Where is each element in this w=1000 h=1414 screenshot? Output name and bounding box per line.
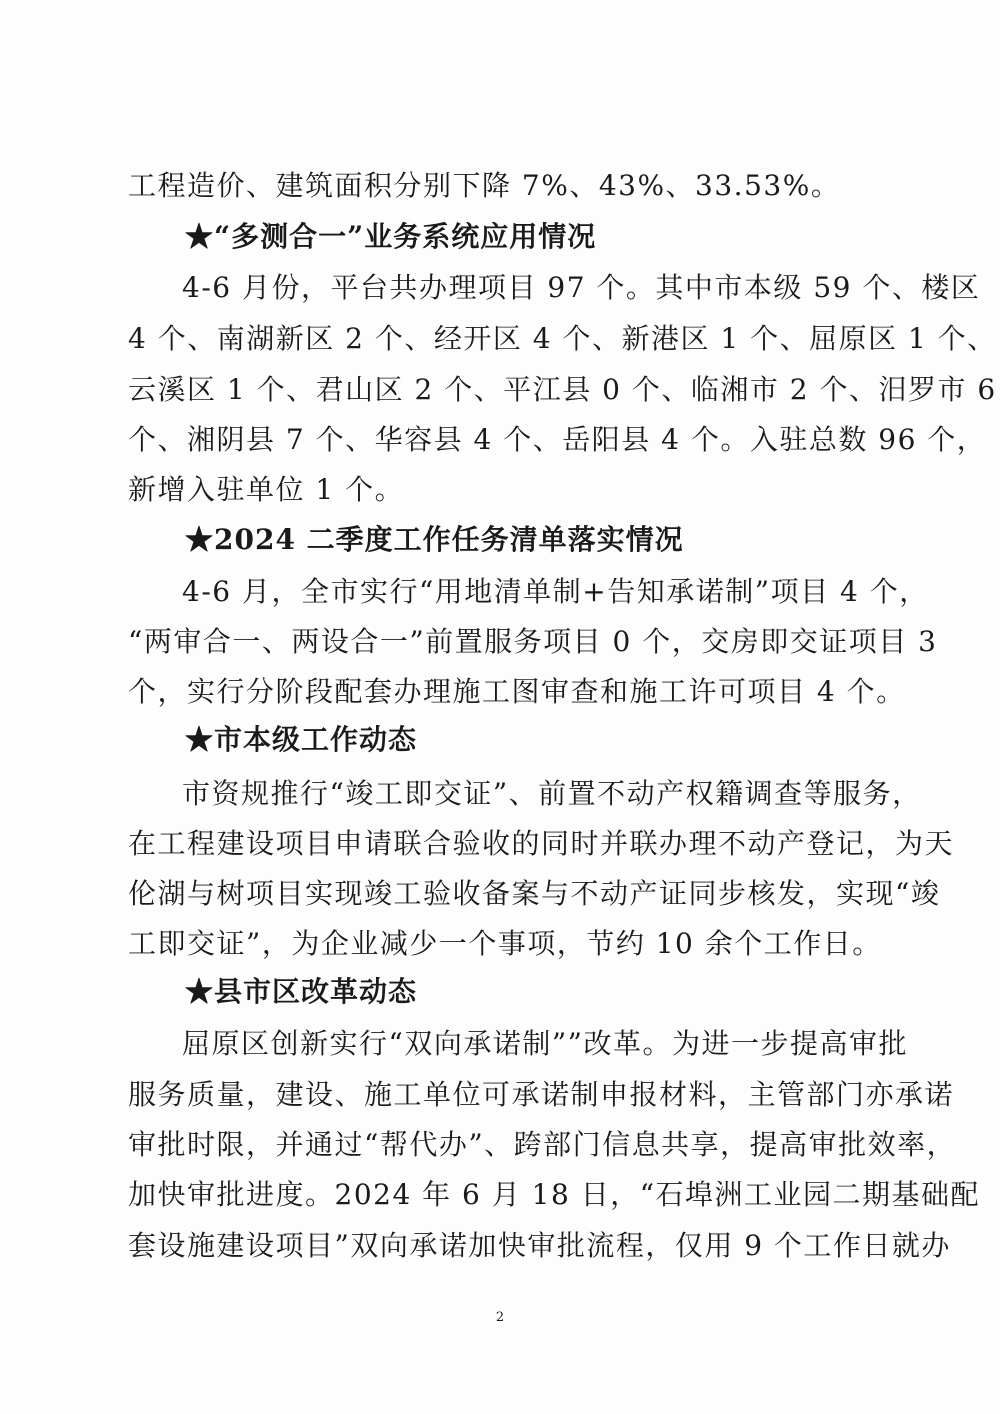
paragraph-line: 4-6 月，全市实行“用地清单制+告知承诺制”项目 4 个， bbox=[182, 575, 929, 608]
section-heading-task-list: ★2024 二季度工作任务清单落实情况 bbox=[185, 523, 684, 556]
paragraph-line: 新增入驻单位 1 个。 bbox=[128, 473, 405, 506]
paragraph-line: 服务质量，建设、施工单位可承诺制申报材料，主管部门亦承诺 bbox=[128, 1078, 955, 1111]
paragraph-line: 个、湘阴县 7 个、华容县 4 个、岳阳县 4 个。入驻总数 96 个， bbox=[128, 423, 987, 456]
section-heading-county-reform: ★县市区改革动态 bbox=[185, 975, 418, 1008]
section-heading-city-level: ★市本级工作动态 bbox=[185, 723, 418, 756]
paragraph-line: 市资规推行“竣工即交证”、前置不动产权籍调查等服务， bbox=[182, 777, 922, 810]
paragraph-line: 审批时限，并通过“帮代办”、跨部门信息共享，提高审批效率， bbox=[128, 1128, 957, 1161]
page-number: 2 bbox=[495, 1310, 505, 1325]
paragraph-line: 屈原区创新实行“双向承诺制””改革。为进一步提高审批 bbox=[182, 1027, 908, 1060]
paragraph-line: 4 个、南湖新区 2 个、经开区 4 个、新港区 1 个、屈原区 1 个、 bbox=[128, 322, 997, 355]
paragraph-line: 伦湖与树项目实现竣工验收备案与不动产证同步核发，实现“竣 bbox=[128, 877, 941, 910]
paragraph-line: 工即交证”，为企业减少一个事项，节约 10 余个工作日。 bbox=[128, 927, 882, 960]
paragraph-line: 加快审批进度。2024 年 6 月 18 日，“石埠洲工业园二期基础配 bbox=[128, 1178, 981, 1211]
paragraph-line: 工程造价、建筑面积分别下降 7%、43%、33.53%。 bbox=[128, 169, 841, 202]
paragraph-line: 个，实行分阶段配套办理施工图审查和施工许可项目 4 个。 bbox=[128, 675, 906, 708]
paragraph-line: 在工程建设项目申请联合验收的同时并联办理不动产登记，为天 bbox=[128, 827, 955, 860]
paragraph-line: 套设施建设项目”双向承诺加快审批流程，仅用 9 个工作日就办 bbox=[128, 1229, 951, 1262]
paragraph-line: 4-6 月份，平台共办理项目 97 个。其中市本级 59 个、楼区 bbox=[182, 271, 981, 304]
paragraph-line: “两审合一、两设合一”前置服务项目 0 个，交房即交证项目 3 bbox=[128, 625, 938, 658]
paragraph-line: 云溪区 1 个、君山区 2 个、平江县 0 个、临湘市 2 个、汨罗市 6 bbox=[128, 373, 997, 406]
section-heading-multi-survey: ★“多测合一”业务系统应用情况 bbox=[185, 220, 597, 253]
